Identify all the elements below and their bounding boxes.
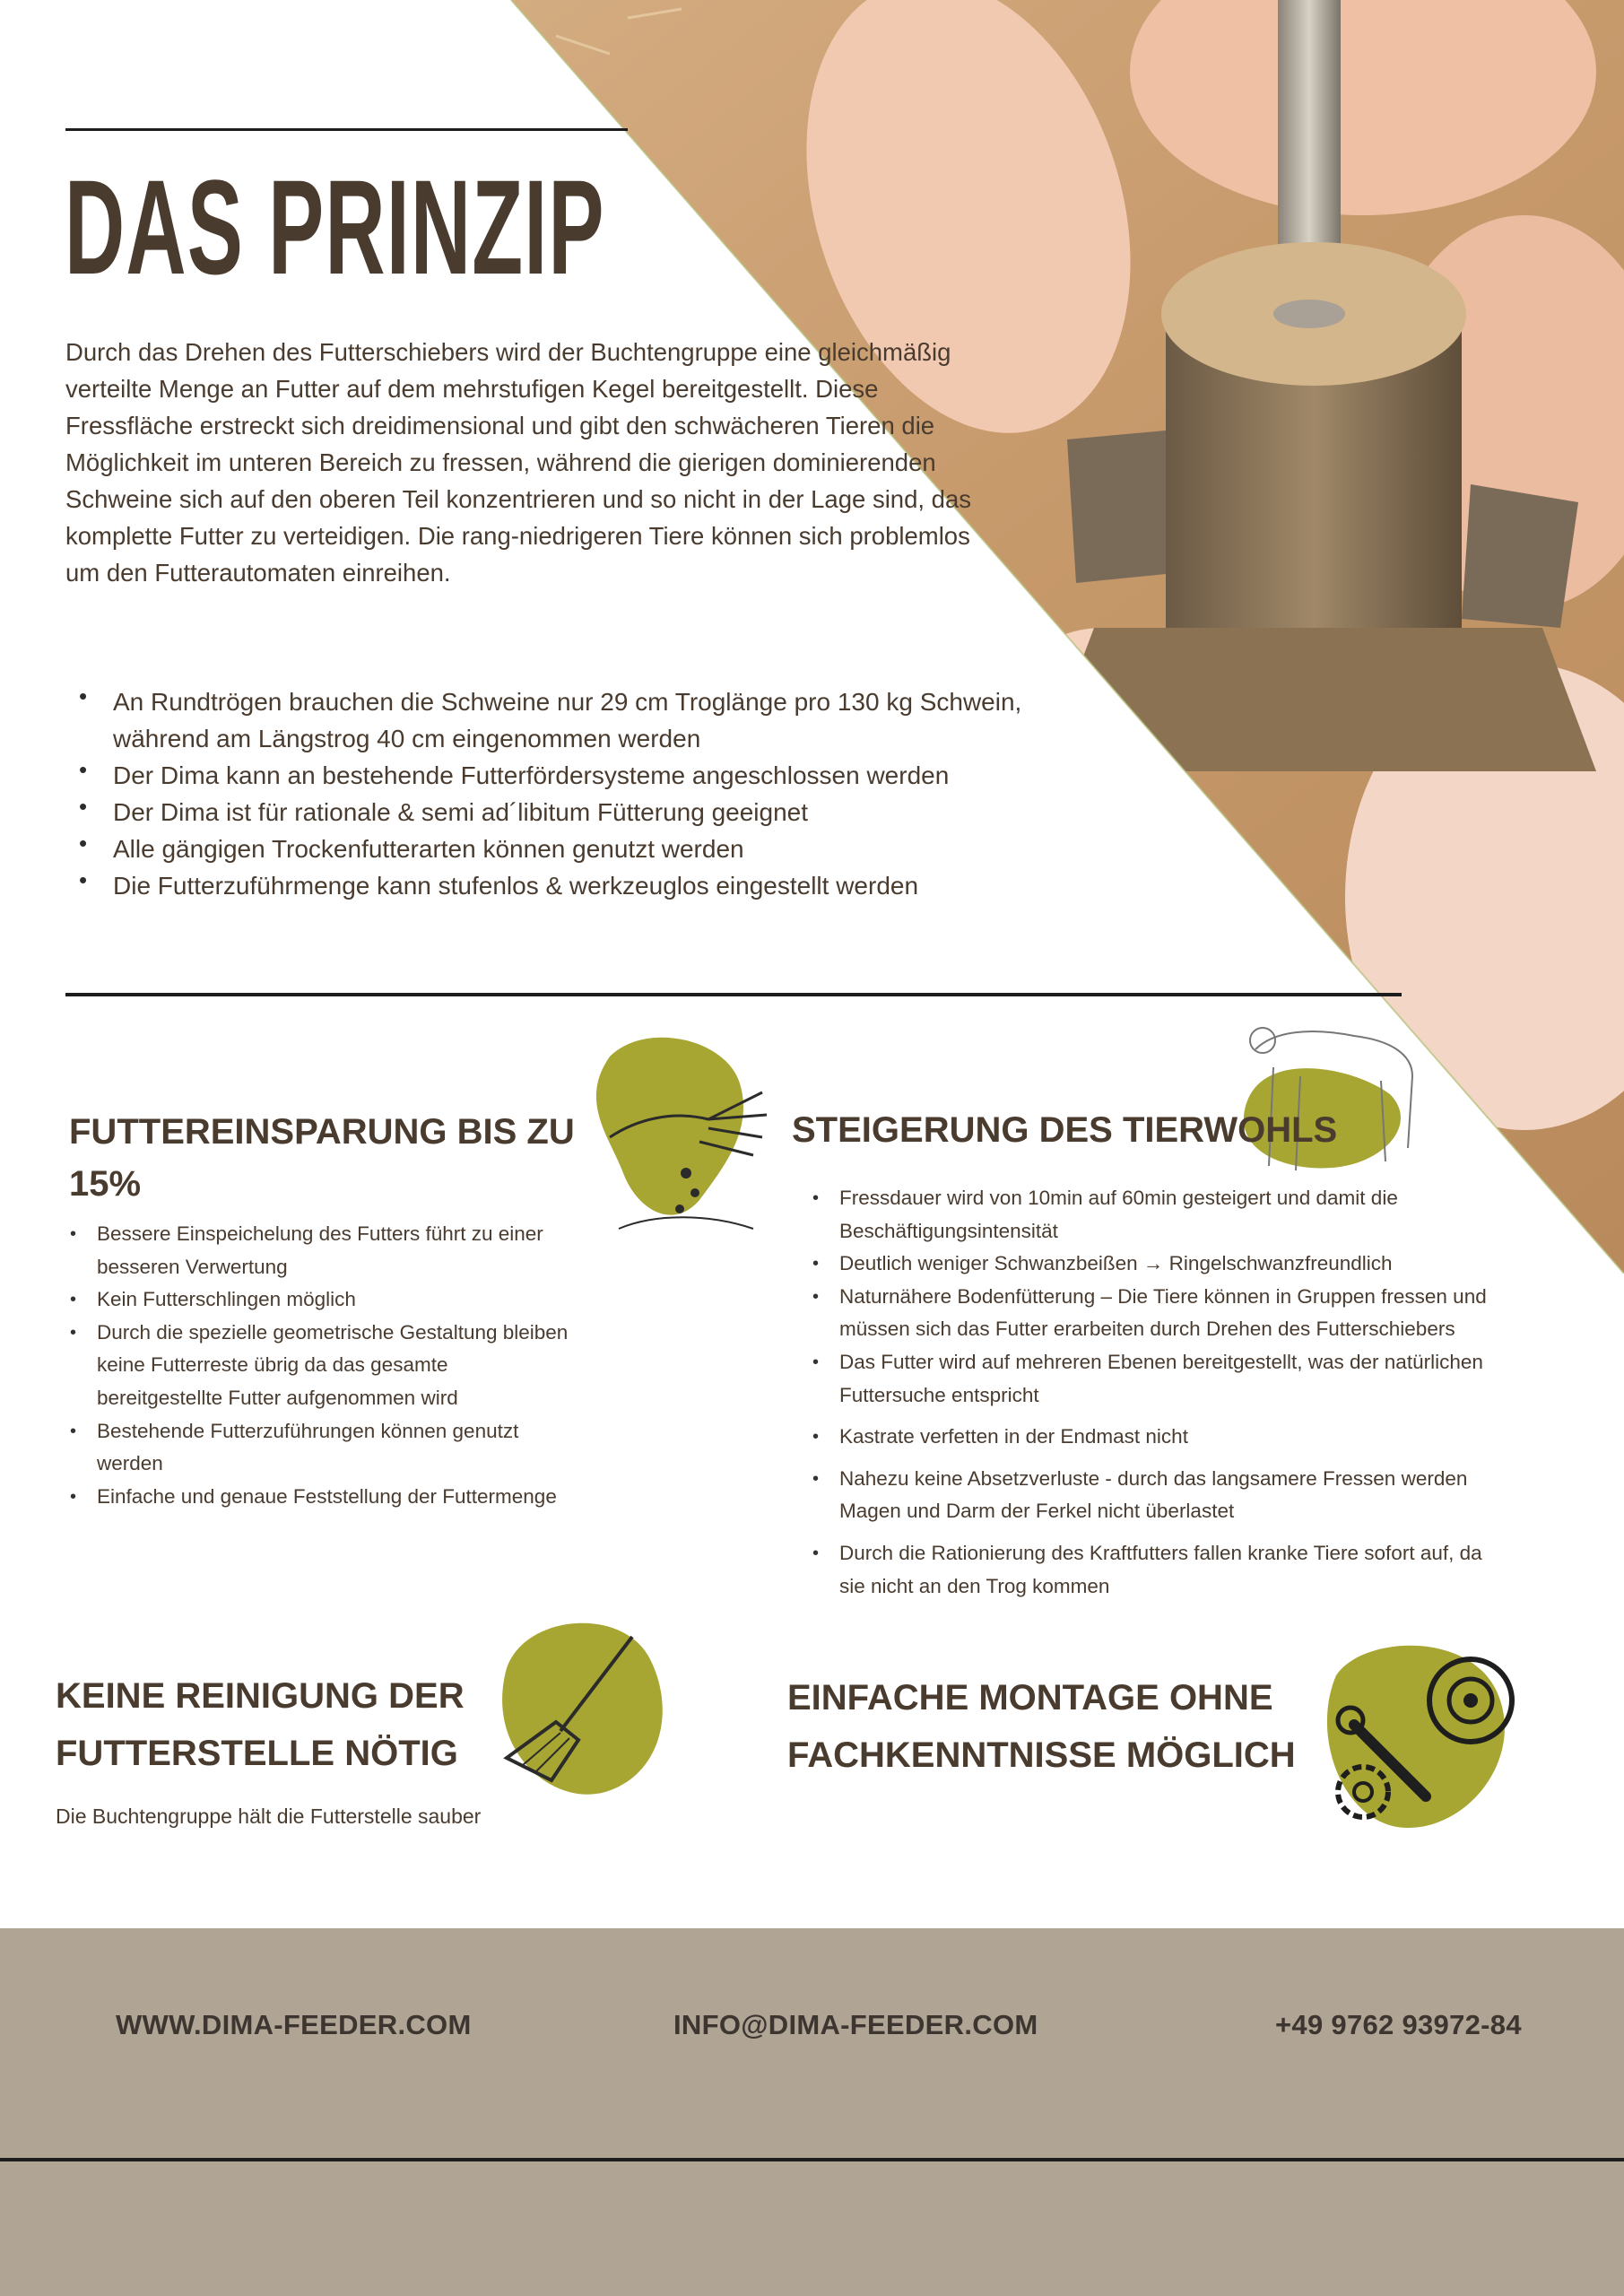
section-title-no-cleaning-line2: FUTTERSTELLE NÖTIG xyxy=(56,1734,458,1773)
section-title-easy-mount-line1: EINFACHE MONTAGE OHNE xyxy=(787,1678,1273,1718)
section-title-feed-saving: FUTTEREINSPARUNG BIS ZU 15% xyxy=(69,1112,575,1204)
pig-icon xyxy=(1238,1013,1426,1193)
section-title-easy-mount-line2: FACHKENNTNISSE MÖGLICH xyxy=(787,1735,1296,1775)
list-item: • Kein Futterschlingen möglich xyxy=(66,1283,573,1317)
footer-email-link[interactable]: INFO@DIMA-FEEDER.COM xyxy=(673,2009,1038,2040)
list-item: • Alle gängigen Trockenfutterarten können genutzt werden xyxy=(79,831,1029,867)
section-title-no-cleaning-line1: KEINE REINIGUNG DER xyxy=(56,1676,465,1716)
list-item: • Naturnähere Bodenfütterung – Die Tiere können in Gruppen fressen und müssen sich das Futter erarbeiten durch Drehen des Futterschiebers xyxy=(809,1281,1508,1346)
hand-with-grain-icon xyxy=(583,1030,780,1236)
list-item: • Kastrate verfetten in der Endmast nicht xyxy=(809,1421,1508,1454)
list-item: • Durch die Rationierung des Kraftfutters fallen kranke Tiere sofort auf, da sie nicht an den Trog kommen xyxy=(809,1537,1508,1603)
intro-paragraph: Durch das Drehen des Futterschiebers wird der Buchtengruppe eine gleichmäßig verteilte Menge an Futter auf dem mehrstufigen Kegel bereitgestellt. Diese Fressfläche erstreckt sich dreidimensional und gibt den schwächeren Tieren die Möglichkeit im unteren Bereich zu fressen, während die gierigen dominierenden Schweine sich auf den oberen Teil konzentrieren und so nicht in der Lage sind, das komplette Futter zu verteidigen. Die rang-niedrigeren Tiere können sich problemlos um den Futterautomaten einreihen. xyxy=(65,338,972,587)
no-cleaning-text: Die Buchtengruppe hält die Futterstelle sauber xyxy=(56,1805,482,1828)
list-item: • Der Dima kann an bestehende Futterfördersysteme angeschlossen werden xyxy=(79,757,1029,794)
tools-gears-icon xyxy=(1318,1639,1524,1837)
feed-saving-list xyxy=(66,1218,573,1513)
middle-rule xyxy=(65,993,1402,996)
animal-welfare-list xyxy=(809,1182,1508,1603)
principle-bullet-list xyxy=(79,683,1029,904)
footer-phone[interactable]: +49 9762 93972-84 xyxy=(1275,2009,1522,2040)
broom-icon xyxy=(489,1614,677,1803)
page-title: DAS PRINZIP xyxy=(65,152,605,302)
section-title-animal-welfare: STEIGERUNG DES TIERWOHLS xyxy=(792,1110,1338,1150)
list-item: • Nahezu keine Absetzverluste - durch das langsamere Fressen werden Magen und Darm der Ferkel nicht überlastet xyxy=(809,1463,1508,1528)
list-item: • Deutlich weniger Schwanzbeißen → Ringelschwanzfreundlich xyxy=(809,1248,1508,1281)
list-item: • Durch die spezielle geometrische Gestaltung bleiben keine Futterreste übrig da das gesamte bereitgestellte Futter aufgenommen wird xyxy=(66,1317,573,1415)
top-rule xyxy=(65,128,628,131)
list-item: • An Rundtrögen brauchen die Schweine nur 29 cm Troglänge pro 130 kg Schwein, während am Längstrog 40 cm eingenommen werden xyxy=(79,683,1029,757)
footer-rule xyxy=(0,2158,1624,2161)
list-item: • Das Futter wird auf mehreren Ebenen bereitgestellt, was der natürlichen Futtersuche entspricht xyxy=(809,1346,1508,1412)
list-item: • Fressdauer wird von 10min auf 60min gesteigert und damit die Beschäftigungsintensität xyxy=(809,1182,1508,1248)
footer-website-link[interactable]: WWW.DIMA-FEEDER.COM xyxy=(116,2009,472,2040)
list-item: • Bestehende Futterzuführungen können genutzt werden xyxy=(66,1415,573,1481)
list-item: • Einfache und genaue Feststellung der Futtermenge xyxy=(66,1481,573,1514)
footer xyxy=(0,1928,1624,2296)
list-item: • Bessere Einspeichelung des Futters führt zu einer besseren Verwertung xyxy=(66,1218,573,1283)
list-item: • Die Futterzuführmenge kann stufenlos & werkzeuglos eingestellt werden xyxy=(79,867,1029,904)
list-item: • Der Dima ist für rationale & semi ad´libitum Fütterung geeignet xyxy=(79,794,1029,831)
